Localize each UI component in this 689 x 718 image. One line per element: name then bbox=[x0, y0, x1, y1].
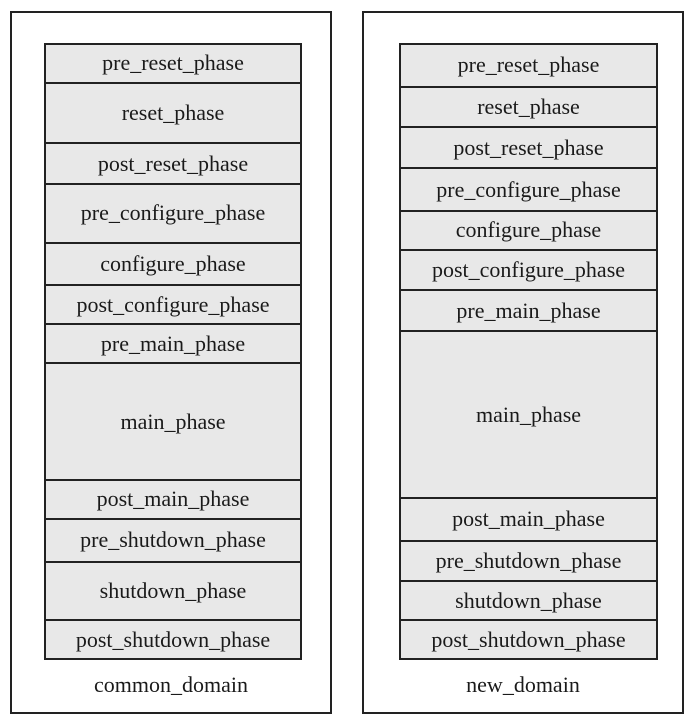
common-domain-configure-phase: configure_phase bbox=[46, 242, 300, 285]
common-domain-pre-shutdown-phase: pre_shutdown_phase bbox=[46, 518, 300, 561]
common-domain-label: common_domain bbox=[94, 672, 248, 697]
common-domain-pre-reset-phase: pre_reset_phase bbox=[102, 50, 244, 76]
common-domain-post-main-phase: post_main_phase bbox=[46, 479, 300, 518]
new-domain-pre-reset-phase: pre_reset_phase bbox=[457, 52, 600, 78]
new-domain-pre-configure-phase: pre_configure_phase bbox=[401, 167, 656, 210]
common-domain-post-reset-phase: post_reset_phase bbox=[46, 142, 300, 183]
common-domain-pre-configure-phase: pre_configure_phase bbox=[46, 183, 300, 241]
common-domain-reset-phase: reset_phase bbox=[46, 82, 300, 142]
new-domain-label: new_domain bbox=[466, 672, 580, 697]
new-domain-post-shutdown-phase: post_shutdown_phase bbox=[401, 619, 656, 658]
new-domain-reset-phase: reset_phase bbox=[401, 86, 656, 127]
new-domain-configure-phase: configure_phase bbox=[401, 210, 656, 249]
new-domain-shutdown-phase: shutdown_phase bbox=[401, 580, 656, 619]
common-domain-shutdown-phase: shutdown_phase bbox=[46, 561, 300, 619]
common-domain-pre-main-phase: pre_main_phase bbox=[46, 323, 300, 362]
common-domain-post-configure-phase: post_configure_phase bbox=[46, 284, 300, 323]
common-domain-post-shutdown-phase: post_shutdown_phase bbox=[46, 619, 300, 658]
new-domain-main-phase: main_phase bbox=[401, 330, 656, 497]
common-domain-box bbox=[10, 11, 332, 714]
common-domain-phase-stack bbox=[44, 43, 302, 660]
common-domain-main-phase: main_phase bbox=[46, 362, 300, 479]
new-domain-box bbox=[362, 11, 684, 714]
new-domain-post-configure-phase: post_configure_phase bbox=[401, 249, 656, 290]
new-domain-post-main-phase: post_main_phase bbox=[401, 497, 656, 540]
new-domain-pre-shutdown-phase: pre_shutdown_phase bbox=[401, 540, 656, 581]
new-domain-pre-main-phase: pre_main_phase bbox=[401, 289, 656, 330]
new-domain-post-reset-phase: post_reset_phase bbox=[401, 126, 656, 167]
new-domain-phase-stack bbox=[399, 43, 658, 660]
